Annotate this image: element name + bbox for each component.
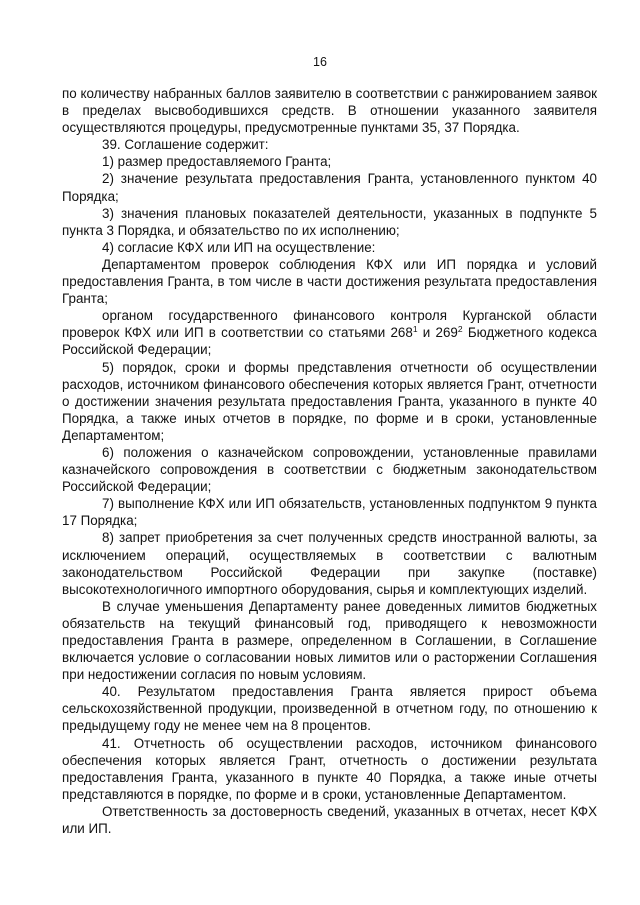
document-body [62, 85, 597, 837]
paragraph-4: 2) значение результата предоставления Гранта, установленного пунктом 40 Порядка; [62, 171, 597, 204]
superscript-1: 1 [412, 324, 418, 335]
paragraph-16: Ответственность за достоверность сведений, указанных в отчетах, несет КФХ или ИП. [62, 803, 597, 837]
paragraph-11: 7) выполнение КФХ или ИП обязательств, установленных подпунктом 9 пункта 17 Порядка; [62, 496, 597, 529]
paragraph-8-text-c: Бюджетного кодекса Российской Федерации; [62, 325, 597, 358]
paragraph-15: 41. Отчетность об осуществлении расходов, источником финансового обеспечения которых является Грант, отчетность о достижении результата предоставления Гранта, указанного в пункте 40 Порядка, а также иные отчеты представляются в порядке, по форме и в сроки, установленные Департаментом. [62, 735, 597, 802]
paragraph-10: 6) положения о казначейском сопровождении, установленные правилами казначейского сопровождения в соответствии с бюджетным законодательством Российской Федерации; [62, 444, 597, 495]
paragraph-12: 8) запрет приобретения за счет полученных средств иностранной валюты, за исключением операций, осуществляемых в соответствии с валютным законодательством Российской Федерации при закупке (поставке) высокотехнологичного импортного оборудования, сырья и комплектующих изделий. [62, 530, 597, 597]
paragraph-7: Департаментом проверок соблюдения КФХ или ИП порядка и условий предоставления Гранта, в том числе в части достижения результата предоставления Гранта; [62, 256, 597, 307]
paragraph-8-text-b: и 269 [417, 325, 458, 341]
paragraph-1: по количеству набранных баллов заявителю в соответствии с ранжированием заявок в пределах высвободившихся средств. В отношении указанного заявителя осуществляются процедуры, предусмотренные пунктами 35, 37 Порядка. [62, 86, 597, 136]
paragraph-14: 40. Результатом предоставления Гранта является прирост объема сельскохозяйственной продукции, произведенной в отчетном году, по отношению к предыдущему году не менее чем на 8 процентов. [62, 684, 597, 734]
paragraph-9: 5) порядок, сроки и формы представления отчетности об осуществлении расходов, источником финансового обеспечения которых является Грант, отчетности о достижении значения результата предоставления Гранта, указанного в пункте 40 Порядка, а также иных отчетов в порядке, по форме и в сроки, установленные Департаментом; [62, 359, 597, 443]
paragraph-8-text-a: органом государственного финансового контроля Курганской области проверок КФХ или ИП в соответствии со статьями 268 [62, 308, 597, 341]
page-number: 16 [313, 55, 327, 69]
paragraph-3: 1) размер предоставляемого Гранта; [102, 154, 332, 170]
paragraph-5: 3) значения плановых показателей деятельности, указанных в подпункте 5 пункта 3 Порядка, и обязательство по их исполнению; [62, 205, 597, 238]
superscript-2: 2 [457, 324, 463, 335]
paragraph-6: 4) согласие КФХ или ИП на осуществление: [102, 239, 376, 255]
paragraph-13: В случае уменьшения Департаменту ранее доведенных лимитов бюджетных обязательств на текущий финансовый год, приводящего к невозможности предоставления Гранта в размере, определенном в Соглашении, в Соглашение включается условие о согласовании новых лимитов или о расторжении Соглашения при недостижении согласия по новым условиям. [62, 598, 597, 683]
paragraph-2: 39. Соглашение содержит: [102, 137, 269, 153]
paragraph-8 [62, 307, 597, 358]
